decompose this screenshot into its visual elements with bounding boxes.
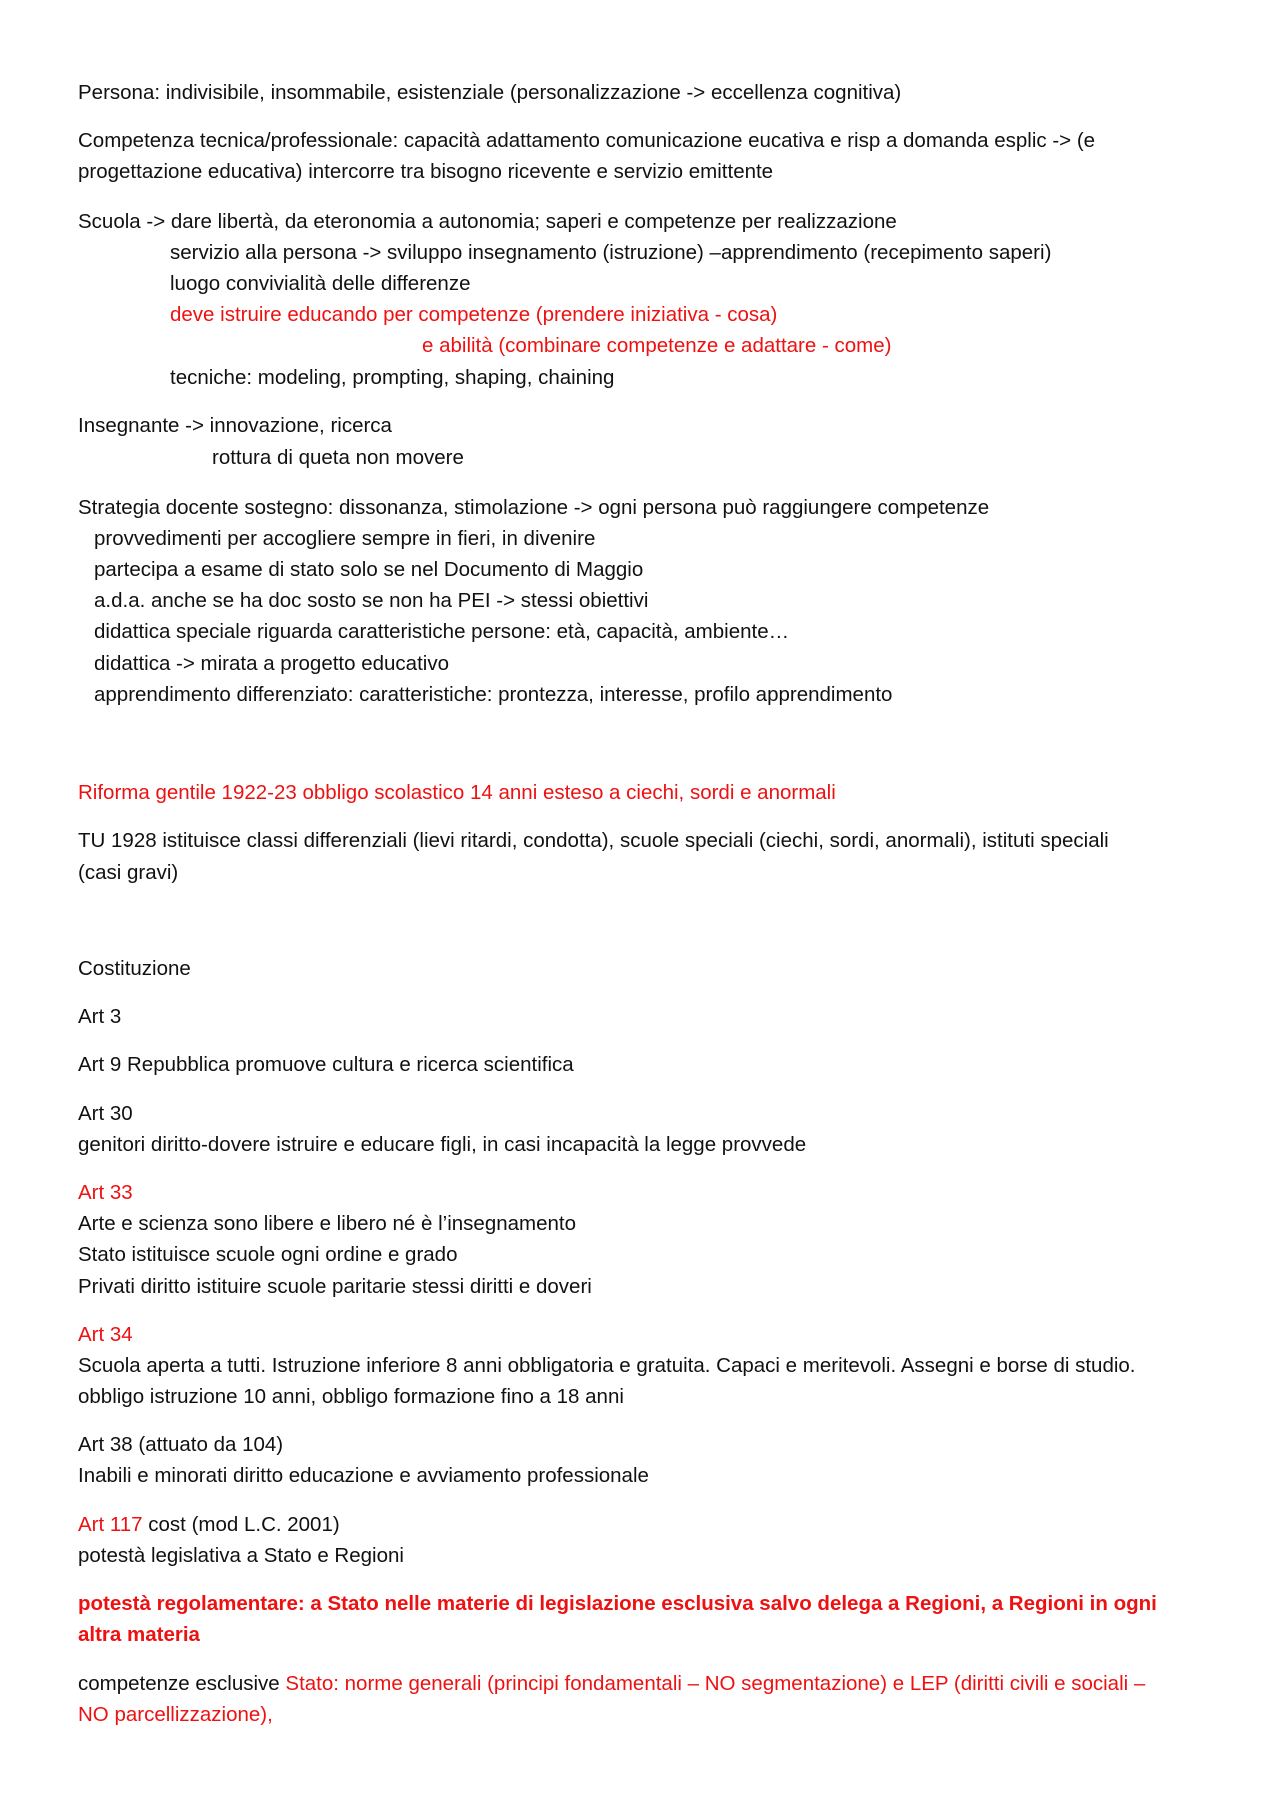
- insegnante-heading: Insegnante -> innovazione, ricerca: [78, 414, 392, 437]
- strategia-item: didattica speciale riguarda caratteristiche persone: età, capacità, ambiente…: [94, 620, 790, 643]
- art-30-line: genitori diritto-dovere istruire e educare figli, in casi incapacità la legge provvede: [78, 1133, 807, 1156]
- tu-1928-line-1: TU 1928 istituisce classi differenziali (lievi ritardi, condotta), scuole speciali (ciechi, sordi, anormali), istituti speciali: [78, 829, 1109, 852]
- art-34-line: obbligo istruzione 10 anni, obbligo formazione fino a 18 anni: [78, 1385, 624, 1408]
- competenze-esclusive-line-2: NO parcellizzazione),: [78, 1703, 273, 1726]
- strategia-item: partecipa a esame di stato solo se nel Documento di Maggio: [94, 558, 644, 581]
- riforma-gentile: Riforma gentile 1922-23 obbligo scolastico 14 anni esteso a ciechi, sordi e anormali: [78, 781, 836, 804]
- competenze-esclusive-stato: Stato: norme generali (principi fondamentali – NO segmentazione) e LEP (diritti civili e sociali –: [285, 1672, 1146, 1695]
- paragraph-competenza-line-1: Competenza tecnica/professionale: capacità adattamento comunicazione eucativa e risp a domanda esplic -> (e: [78, 129, 1096, 152]
- art-34-line: Scuola aperta a tutti. Istruzione inferiore 8 anni obbligatoria e gratuita. Capaci e meritevoli. Assegni e borse di studio.: [78, 1354, 1136, 1377]
- scuola-item-highlight: e abilità (combinare competenze e adattare - come): [422, 334, 892, 357]
- costituzione-heading: Costituzione: [78, 957, 191, 980]
- art-38-title: Art 38 (attuato da 104): [78, 1433, 284, 1456]
- art-9: Art 9 Repubblica promuove cultura e ricerca scientifica: [78, 1053, 574, 1076]
- scuola-item: luogo convivialità delle differenze: [170, 272, 471, 295]
- art-117-title: [78, 1512, 340, 1538]
- strategia-item: a.d.a. anche se ha doc sosto se non ha PEI -> stessi obiettivi: [94, 589, 649, 612]
- paragraph-competenza-line-2: progettazione educativa) intercorre tra bisogno ricevente e servizio emittente: [78, 160, 774, 183]
- art-3: Art 3: [78, 1005, 122, 1028]
- paragraph-persona: Persona: indivisibile, insommabile, esistenziale (personalizzazione -> eccellenza cognitiva): [78, 81, 902, 104]
- scuola-item: servizio alla persona -> sviluppo insegnamento (istruzione) –apprendimento (recepimento saperi): [170, 241, 1052, 264]
- art-117-label: Art 117: [78, 1513, 143, 1536]
- potesta-regolamentare-line-1: potestà regolamentare: a Stato nelle materie di legislazione esclusiva salvo delega a Regioni, a Regioni in ogni: [78, 1592, 1157, 1615]
- scuola-item: tecniche: modeling, prompting, shaping, chaining: [170, 366, 615, 389]
- competenze-esclusive-lead: competenze esclusive: [78, 1672, 286, 1695]
- art-117-note: cost (mod L.C. 2001): [142, 1513, 340, 1536]
- potesta-regolamentare-line-2: altra materia: [78, 1623, 200, 1646]
- tu-1928-line-2: (casi gravi): [78, 861, 179, 884]
- competenze-esclusive-line-1: [78, 1671, 1145, 1697]
- art-33-title: Art 33: [78, 1181, 133, 1204]
- strategia-heading: Strategia docente sostegno: dissonanza, stimolazione -> ogni persona può raggiungere competenze: [78, 496, 990, 519]
- art-34-title: Art 34: [78, 1323, 133, 1346]
- strategia-item: didattica -> mirata a progetto educativo: [94, 652, 449, 675]
- art-33-line: Privati diritto istituire scuole paritarie stessi diritti e doveri: [78, 1275, 592, 1298]
- scuola-item-highlight: deve istruire educando per competenze (prendere iniziativa - cosa): [170, 303, 778, 326]
- scuola-heading: Scuola -> dare libertà, da eteronomia a autonomia; saperi e competenze per realizzazione: [78, 210, 897, 233]
- art-33-line: Stato istituisce scuole ogni ordine e grado: [78, 1243, 458, 1266]
- art-38-line: Inabili e minorati diritto educazione e avviamento professionale: [78, 1464, 649, 1487]
- strategia-item: apprendimento differenziato: caratteristiche: prontezza, interesse, profilo apprendimento: [94, 683, 893, 706]
- insegnante-item: rottura di queta non movere: [212, 446, 464, 469]
- art-30-title: Art 30: [78, 1102, 133, 1125]
- art-117-line: potestà legislativa a Stato e Regioni: [78, 1544, 404, 1567]
- strategia-item: provvedimenti per accogliere sempre in fieri, in divenire: [94, 527, 596, 550]
- art-33-line: Arte e scienza sono libere e libero né è l’insegnamento: [78, 1212, 576, 1235]
